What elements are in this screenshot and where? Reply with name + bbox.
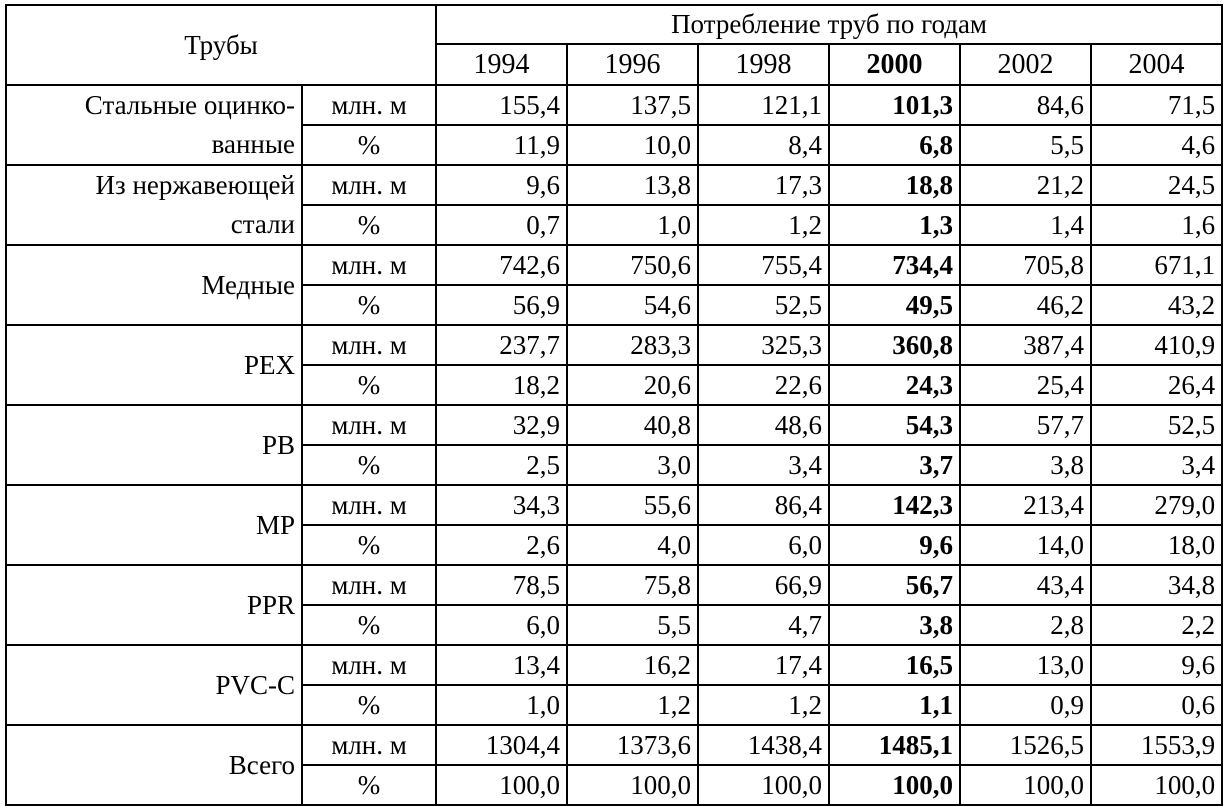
- value-cell: 16,2: [567, 645, 698, 685]
- unit-percent: %: [302, 685, 436, 725]
- value-cell: 100,0: [698, 765, 829, 805]
- unit-percent: %: [302, 125, 436, 165]
- value-cell: 24,5: [1091, 165, 1222, 205]
- unit-mln-m: млн. м: [302, 165, 436, 205]
- value-cell: 71,5: [1091, 85, 1222, 125]
- value-cell: 78,5: [436, 565, 567, 605]
- value-cell: 24,3: [829, 365, 960, 405]
- value-cell: 2,6: [436, 525, 567, 565]
- value-cell: 410,9: [1091, 325, 1222, 365]
- value-cell: 100,0: [829, 765, 960, 805]
- value-cell: 16,5: [829, 645, 960, 685]
- pipe-name: Медные: [6, 245, 302, 325]
- value-cell: 100,0: [960, 765, 1091, 805]
- value-cell: 0,7: [436, 205, 567, 245]
- value-cell: 0,6: [1091, 685, 1222, 725]
- pipe-name: Стальные оцинко-: [6, 85, 302, 125]
- unit-mln-m: млн. м: [302, 565, 436, 605]
- pipe-name: стали: [6, 205, 302, 245]
- header-pipes: Трубы: [6, 5, 436, 85]
- pipe-name: PEX: [6, 325, 302, 405]
- value-cell: 1438,4: [698, 725, 829, 765]
- year-header: 1994: [436, 44, 567, 85]
- value-cell: 3,0: [567, 445, 698, 485]
- unit-percent: %: [302, 605, 436, 645]
- table-row: [6, 565, 1222, 605]
- value-cell: 2,2: [1091, 605, 1222, 645]
- value-cell: 18,2: [436, 365, 567, 405]
- value-cell: 52,5: [1091, 405, 1222, 445]
- value-cell: 9,6: [1091, 645, 1222, 685]
- table-row: [6, 325, 1222, 365]
- value-cell: 52,5: [698, 285, 829, 325]
- value-cell: 360,8: [829, 325, 960, 365]
- table-row: [6, 125, 1222, 165]
- value-cell: 18,8: [829, 165, 960, 205]
- value-cell: 1,2: [698, 685, 829, 725]
- value-cell: 13,8: [567, 165, 698, 205]
- value-cell: 1,6: [1091, 205, 1222, 245]
- table-row: [6, 485, 1222, 525]
- table-row: [6, 645, 1222, 685]
- value-cell: 705,8: [960, 245, 1091, 285]
- table-row: [6, 245, 1222, 285]
- value-cell: 46,2: [960, 285, 1091, 325]
- value-cell: 1,2: [567, 685, 698, 725]
- table-row: [6, 205, 1222, 245]
- table-body: [6, 85, 1222, 805]
- value-cell: 22,6: [698, 365, 829, 405]
- value-cell: 11,9: [436, 125, 567, 165]
- value-cell: 3,4: [1091, 445, 1222, 485]
- value-cell: 6,0: [436, 605, 567, 645]
- value-cell: 75,8: [567, 565, 698, 605]
- pipe-name: PB: [6, 405, 302, 485]
- unit-mln-m: млн. м: [302, 85, 436, 125]
- table-row: [6, 85, 1222, 125]
- value-cell: 1,0: [436, 685, 567, 725]
- value-cell: 1,1: [829, 685, 960, 725]
- value-cell: 40,8: [567, 405, 698, 445]
- value-cell: 755,4: [698, 245, 829, 285]
- value-cell: 14,0: [960, 525, 1091, 565]
- year-header: 1996: [567, 44, 698, 85]
- pipe-name: PPR: [6, 565, 302, 645]
- value-cell: 1485,1: [829, 725, 960, 765]
- value-cell: 84,6: [960, 85, 1091, 125]
- year-header: 2004: [1091, 44, 1222, 85]
- value-cell: 17,4: [698, 645, 829, 685]
- pipe-name: PVC-C: [6, 645, 302, 725]
- value-cell: 1373,6: [567, 725, 698, 765]
- unit-percent: %: [302, 365, 436, 405]
- value-cell: 2,8: [960, 605, 1091, 645]
- value-cell: 6,0: [698, 525, 829, 565]
- value-cell: 237,7: [436, 325, 567, 365]
- value-cell: 20,6: [567, 365, 698, 405]
- value-cell: 137,5: [567, 85, 698, 125]
- unit-percent: %: [302, 765, 436, 805]
- year-header: 2002: [960, 44, 1091, 85]
- pipe-name: ванные: [6, 125, 302, 165]
- value-cell: 213,4: [960, 485, 1091, 525]
- value-cell: 4,7: [698, 605, 829, 645]
- value-cell: 25,4: [960, 365, 1091, 405]
- value-cell: 100,0: [436, 765, 567, 805]
- value-cell: 54,6: [567, 285, 698, 325]
- value-cell: 48,6: [698, 405, 829, 445]
- value-cell: 279,0: [1091, 485, 1222, 525]
- header-consumption-by-year: Потребление труб по годам: [436, 5, 1222, 44]
- value-cell: 17,3: [698, 165, 829, 205]
- value-cell: 8,4: [698, 125, 829, 165]
- value-cell: 5,5: [567, 605, 698, 645]
- unit-mln-m: млн. м: [302, 725, 436, 765]
- value-cell: 101,3: [829, 85, 960, 125]
- pipe-name: Из нержавеющей: [6, 165, 302, 205]
- value-cell: 1553,9: [1091, 725, 1222, 765]
- value-cell: 4,0: [567, 525, 698, 565]
- value-cell: 155,4: [436, 85, 567, 125]
- unit-percent: %: [302, 445, 436, 485]
- value-cell: 49,5: [829, 285, 960, 325]
- value-cell: 56,7: [829, 565, 960, 605]
- table-row: [6, 405, 1222, 445]
- value-cell: 1304,4: [436, 725, 567, 765]
- value-cell: 3,8: [829, 605, 960, 645]
- unit-mln-m: млн. м: [302, 325, 436, 365]
- year-header: 1998: [698, 44, 829, 85]
- value-cell: 66,9: [698, 565, 829, 605]
- value-cell: 21,2: [960, 165, 1091, 205]
- value-cell: 10,0: [567, 125, 698, 165]
- value-cell: 32,9: [436, 405, 567, 445]
- value-cell: 43,2: [1091, 285, 1222, 325]
- value-cell: 55,6: [567, 485, 698, 525]
- unit-percent: %: [302, 285, 436, 325]
- unit-mln-m: млн. м: [302, 645, 436, 685]
- value-cell: 1,0: [567, 205, 698, 245]
- value-cell: 13,0: [960, 645, 1091, 685]
- value-cell: 325,3: [698, 325, 829, 365]
- value-cell: 9,6: [829, 525, 960, 565]
- value-cell: 6,8: [829, 125, 960, 165]
- value-cell: 1526,5: [960, 725, 1091, 765]
- value-cell: 3,7: [829, 445, 960, 485]
- pipe-consumption-table: [5, 4, 1223, 806]
- value-cell: 5,5: [960, 125, 1091, 165]
- value-cell: 13,4: [436, 645, 567, 685]
- table-row: [6, 165, 1222, 205]
- value-cell: 57,7: [960, 405, 1091, 445]
- value-cell: 4,6: [1091, 125, 1222, 165]
- value-cell: 1,3: [829, 205, 960, 245]
- value-cell: 43,4: [960, 565, 1091, 605]
- header-row-title: [6, 5, 1222, 44]
- value-cell: 9,6: [436, 165, 567, 205]
- unit-percent: %: [302, 525, 436, 565]
- value-cell: 387,4: [960, 325, 1091, 365]
- value-cell: 56,9: [436, 285, 567, 325]
- unit-mln-m: млн. м: [302, 405, 436, 445]
- unit-percent: %: [302, 205, 436, 245]
- value-cell: 742,6: [436, 245, 567, 285]
- unit-mln-m: млн. м: [302, 245, 436, 285]
- value-cell: 3,4: [698, 445, 829, 485]
- value-cell: 54,3: [829, 405, 960, 445]
- value-cell: 734,4: [829, 245, 960, 285]
- value-cell: 0,9: [960, 685, 1091, 725]
- value-cell: 2,5: [436, 445, 567, 485]
- value-cell: 3,8: [960, 445, 1091, 485]
- pipe-name: Всего: [6, 725, 302, 805]
- value-cell: 671,1: [1091, 245, 1222, 285]
- value-cell: 86,4: [698, 485, 829, 525]
- value-cell: 283,3: [567, 325, 698, 365]
- value-cell: 750,6: [567, 245, 698, 285]
- value-cell: 1,2: [698, 205, 829, 245]
- year-header: 2000: [829, 44, 960, 85]
- unit-mln-m: млн. м: [302, 485, 436, 525]
- table-row: [6, 725, 1222, 765]
- value-cell: 100,0: [567, 765, 698, 805]
- value-cell: 142,3: [829, 485, 960, 525]
- value-cell: 26,4: [1091, 365, 1222, 405]
- value-cell: 18,0: [1091, 525, 1222, 565]
- value-cell: 121,1: [698, 85, 829, 125]
- value-cell: 34,8: [1091, 565, 1222, 605]
- value-cell: 100,0: [1091, 765, 1222, 805]
- value-cell: 34,3: [436, 485, 567, 525]
- value-cell: 1,4: [960, 205, 1091, 245]
- pipe-name: MP: [6, 485, 302, 565]
